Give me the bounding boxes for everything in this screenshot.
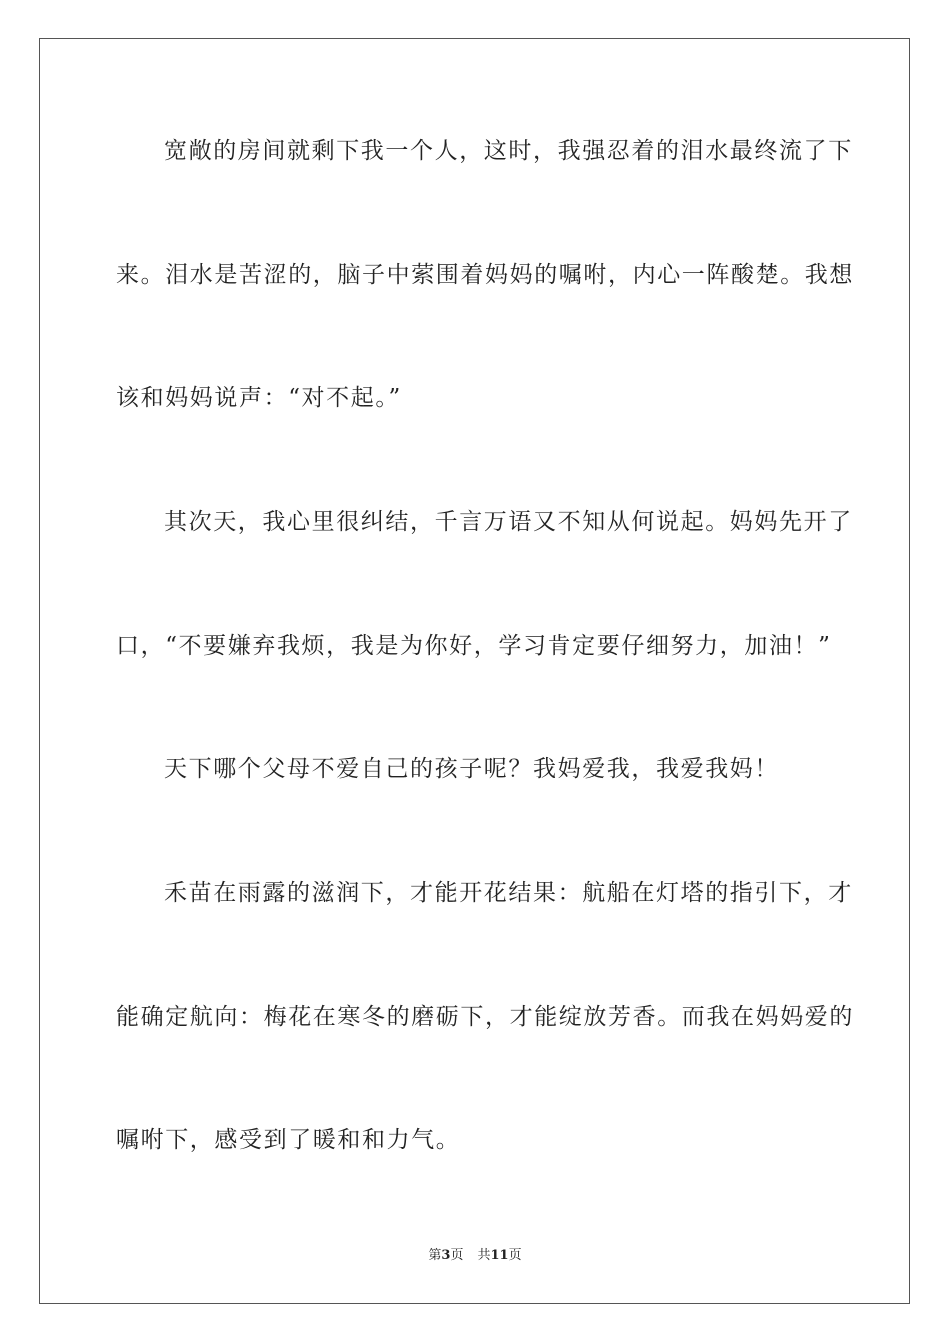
total-suffix: 页 bbox=[508, 1248, 522, 1263]
page-suffix: 页 bbox=[450, 1248, 464, 1263]
page-footer bbox=[0, 1247, 950, 1265]
text-line-6: 天下哪个父母不爱自己的孩子呢？我妈爱我，我爱我妈！ bbox=[164, 756, 779, 782]
text-line-5: 口，“不要嫌弃我烦，我是为你好，学习肯定要仔细努力，加油！” bbox=[116, 633, 832, 659]
total-prefix: 共 bbox=[477, 1248, 491, 1263]
text-line-9: 嘱咐下，感受到了暖和和力气。 bbox=[116, 1127, 461, 1153]
text-line-8: 能确定航向：梅花在寒冬的磨砺下，才能绽放芳香。而我在妈妈爱的 bbox=[116, 1004, 854, 1030]
page-prefix: 第 bbox=[428, 1248, 442, 1263]
page-total: 11 bbox=[490, 1248, 509, 1263]
text-line-4: 其次天，我心里很纠结，千言万语又不知从何说起。妈妈先开了 bbox=[164, 509, 853, 535]
text-line-3: 该和妈妈说声：“对不起。” bbox=[116, 385, 402, 411]
text-line-2: 来。泪水是苦涩的，脑子中萦围着妈妈的嘱咐，内心一阵酸楚。我想 bbox=[116, 262, 854, 288]
page-frame bbox=[39, 38, 910, 1304]
page-current: 3 bbox=[441, 1248, 451, 1263]
text-line-7: 禾苗在雨露的滋润下，才能开花结果：航船在灯塔的指引下，才 bbox=[164, 880, 853, 906]
text-line-1: 宽敞的房间就剩下我一个人，这时，我强忍着的泪水最终流了下 bbox=[164, 138, 853, 164]
